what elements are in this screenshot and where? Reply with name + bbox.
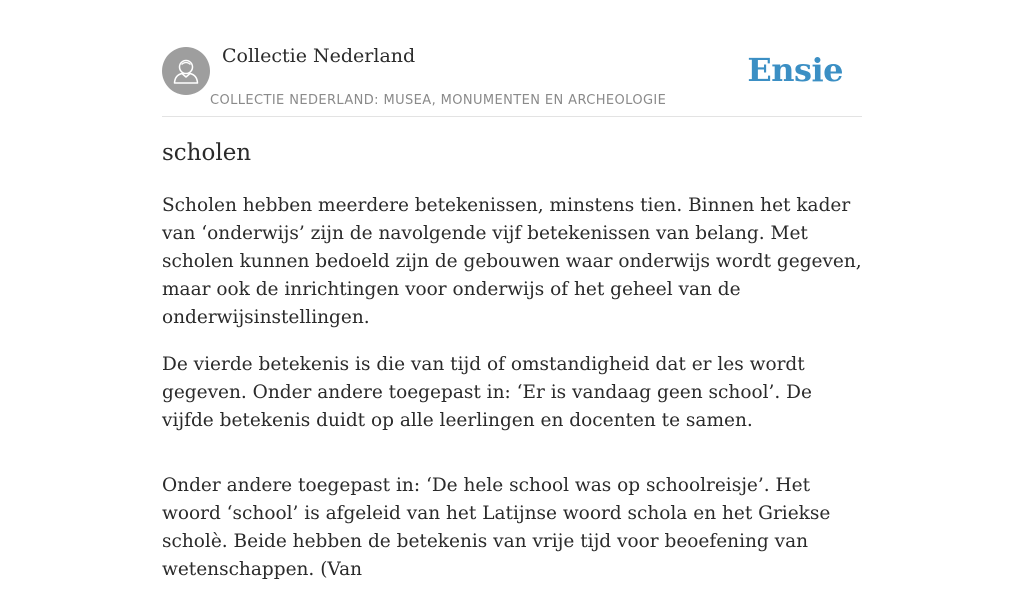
- author-name[interactable]: Collectie Nederland: [222, 45, 416, 67]
- collection-subtitle[interactable]: COLLECTIE NEDERLAND: MUSEA, MONUMENTEN EN ARCHEOLOGIE: [210, 93, 667, 108]
- article-paragraph: Onder andere toegepast in: ‘De hele school was op schoolreisje’. Het woord ‘school’ is afgeleid van het Latijnse woord schola en het Griekse scholè. Beide hebben de betekenis van vrije tijd voor beoefening van wetenschappen. (Van: [162, 475, 831, 580]
- user-avatar-icon[interactable]: [162, 47, 210, 95]
- page-wrapper: [162, 0, 862, 580]
- ensie-logo[interactable]: Ensie: [747, 51, 843, 89]
- avatar-silhouette: [162, 47, 210, 95]
- article-paragraph: Scholen hebben meerdere betekenissen, minstens tien. Binnen het kader van ‘onderwijs’ zijn de navolgende vijf betekenissen van belang. Met scholen kunnen bedoeld zijn de gebouwen waar onderwijs wordt gegeven, maar ook de inrichtingen voor onderwijs of het geheel van de onderwijsinstellingen.: [162, 195, 862, 328]
- article-paragraph: De vierde betekenis is die van tijd of omstandigheid dat er les wordt gegeven. Onder andere toegepast in: ‘Er is vandaag geen school’. De vijfde betekenis duidt op alle leerlingen en docenten te samen.: [162, 354, 812, 431]
- article-body: [162, 192, 862, 603]
- author-header: [162, 0, 862, 117]
- article-title: scholen: [162, 140, 252, 166]
